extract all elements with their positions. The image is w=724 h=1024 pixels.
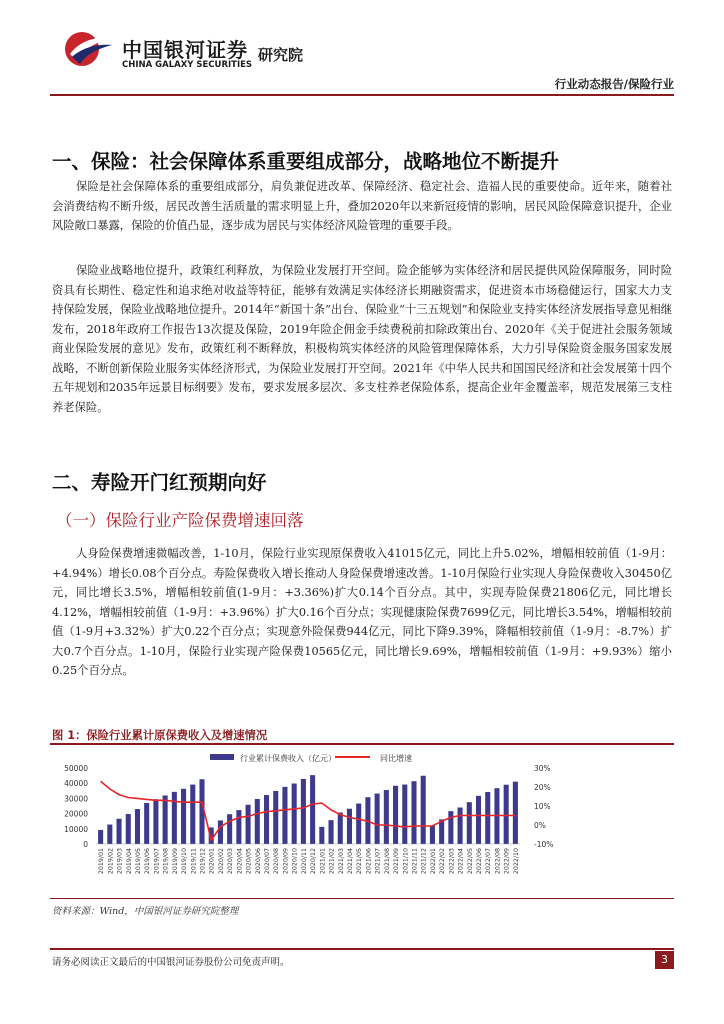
- right-tick-label: 30%: [534, 764, 551, 773]
- x-tick-label: 2022/08: [494, 848, 502, 875]
- premium-bar: [264, 795, 269, 844]
- premium-bar: [393, 786, 398, 844]
- x-tick-label: 2019/03: [116, 848, 124, 875]
- premium-bar: [273, 791, 278, 844]
- section-1-title: 一、保险：社会保障体系重要组成部分，战略地位不断提升: [52, 150, 560, 173]
- premium-bar: [255, 799, 260, 844]
- premium-bar: [163, 796, 168, 844]
- x-tick-label: 2019/11: [190, 848, 198, 875]
- premium-bar: [485, 792, 490, 844]
- left-tick-label: 20000: [64, 809, 88, 819]
- right-tick-label: 0%: [534, 821, 546, 830]
- x-tick-label: 2022/05: [466, 848, 474, 875]
- brand-name-cn: 中国银河证券: [122, 38, 248, 62]
- page-number: 3: [655, 951, 674, 969]
- premium-bar: [448, 811, 453, 844]
- premium-bar: [172, 792, 177, 844]
- x-tick-label: 2021/08: [383, 848, 391, 875]
- premium-bar: [301, 779, 306, 844]
- x-tick-label: 2022/09: [503, 848, 511, 875]
- galaxy-logo-icon: [62, 30, 114, 68]
- x-tick-label: 2019/07: [153, 848, 161, 875]
- x-tick-label: 2020/05: [245, 848, 253, 875]
- premium-bar: [282, 787, 287, 844]
- legend-swatch-bars: [210, 754, 234, 760]
- x-tick-label: 2021/06: [365, 848, 373, 875]
- premium-bar: [421, 776, 426, 844]
- chart-legend: [210, 753, 412, 763]
- x-tick-label: 2019/10: [181, 848, 189, 875]
- premium-bar: [117, 819, 122, 844]
- premium-bar: [467, 802, 472, 844]
- premium-bar: [236, 810, 241, 844]
- header-divider: [50, 94, 674, 96]
- left-tick-label: 40000: [64, 779, 88, 789]
- premium-bar: [144, 803, 149, 844]
- figure-caption: 图 1：保险行业累计原保费收入及增速情况: [52, 729, 268, 742]
- premium-bar: [181, 789, 186, 844]
- x-tick-label: 2020/11: [300, 848, 308, 875]
- legend-label-line: 同比增速: [380, 754, 412, 763]
- x-tick-label: 2022/01: [429, 848, 437, 875]
- brand-name-en: CHINA GALAXY SECURITIES: [122, 60, 253, 70]
- x-tick-label: 2019/06: [144, 848, 152, 875]
- section-2-subtitle: （一）保险行业产险保费增速回落: [56, 511, 304, 530]
- x-tick-label: 2021/09: [393, 848, 401, 875]
- section-2-title: 二、寿险开门红预期向好: [52, 471, 267, 494]
- premium-bar: [107, 825, 112, 844]
- premium-bar: [411, 781, 416, 844]
- x-tick-label: 2021/04: [346, 848, 354, 875]
- x-tick-label: 2021/03: [337, 848, 345, 875]
- x-tick-label: 2021/12: [420, 848, 428, 875]
- left-tick-label: 30000: [64, 794, 88, 804]
- x-tick-label: 2020/06: [254, 848, 262, 875]
- x-tick-label: 2020/07: [264, 848, 272, 875]
- figure-bottom-rule: [50, 898, 674, 899]
- x-tick-label: 2020/10: [291, 848, 299, 875]
- x-axis-labels: [98, 848, 520, 874]
- x-tick-label: 2020/08: [273, 848, 281, 875]
- footer-divider: [50, 948, 674, 950]
- premium-bar: [227, 814, 232, 844]
- footer-disclaimer: 请务必阅读正文最后的中国银河证券股份公司免责声明。: [52, 957, 290, 968]
- premium-bar: [430, 825, 435, 844]
- premium-bar: [504, 785, 509, 844]
- x-tick-label: 2022/04: [457, 848, 465, 875]
- x-tick-label: 2019/02: [107, 848, 115, 875]
- premium-bar: [190, 785, 195, 844]
- premium-bar: [356, 804, 361, 844]
- x-tick-label: 2021/02: [328, 848, 336, 875]
- premium-bar: [439, 819, 444, 844]
- institute-label: 研究院: [258, 46, 304, 64]
- section-1-paragraph-1: 保险是社会保障体系的重要组成部分，肩负兼促进改革、保障经济、稳定社会、造福人民的重要使命。近年来，随着社会消费结构不断升级，居民改善生活质量的需求明显上升，叠加2020年以来新冠疫情的影响，居民风险保障意识提升，企业风险敞口暴露，保险的价值凸显，逐步成为居民与实体经济风险管理的重要手段。: [52, 180, 672, 232]
- x-tick-label: 2021/01: [319, 848, 327, 875]
- premium-bar: [126, 814, 131, 844]
- x-tick-label: 2021/10: [402, 848, 410, 875]
- premium-bar: [476, 796, 481, 844]
- left-axis: [64, 764, 88, 849]
- premium-bar: [98, 830, 103, 844]
- section-2-paragraph-1: 人身险保费增速微幅改善，1-10月，保险行业实现原保费收入41015亿元，同比上升5.02%，增幅相较前值（1-9月：+4.94%）增长0.08个百分点。寿险保费收入增长推动人身险保费增速改善。1-10月保险行业实现人身险保费收入30450亿元，同比增长3.5%，增幅相较前值(1-9月：+3.36%)扩大0.14个百分点。其中，实现寿险保费21806亿元，同比增长4.12%，增幅相较前值（1-9月：+3.96%）扩大0.16个百分点；实现健康险保费7699亿元，同比增长3.54%，增幅相较前值（1-9月+3.32%）扩大0.22个百分点；实现意外险保费944亿元，同比下降9.39%，降幅相较前值（1-9月：-8.7%）扩大0.7个百分点。1-10月，保险行业实现产险保费10565亿元，同比增长9.69%，增幅相较前值（1-9月：+9.93%）缩小0.25个百分点。: [52, 547, 672, 677]
- premium-bar: [347, 809, 352, 844]
- x-tick-label: 2020/02: [217, 848, 225, 875]
- left-tick-label: 0: [83, 840, 88, 849]
- right-tick-label: -10%: [534, 840, 554, 849]
- left-tick-label: 50000: [64, 764, 88, 773]
- x-tick-label: 2019/12: [199, 848, 207, 875]
- x-tick-label: 2022/06: [476, 848, 484, 875]
- x-tick-label: 2020/04: [236, 848, 244, 875]
- x-tick-label: 2019/04: [125, 848, 133, 875]
- premium-bar: [402, 785, 407, 844]
- x-tick-label: 2022/03: [448, 848, 456, 875]
- premium-bar: [458, 808, 463, 844]
- section-1-paragraph-2: 保险业战略地位提升，政策红利释放，为保险业发展打开空间。险企能够为实体经济和居民提供风险保障服务，同时险资具有长期性、稳定性和追求绝对收益等特征，能够有效满足实体经济长期融资需求，促进资本市场稳健运行，国家大力支持保险发展，保险业战略地位提升。2014年“新国十条”出台、保险业“十三五规划”和保险业支持实体经济发展指导意见相继发布，2018年政府工作报告13次提及保险，2019年险企佣金手续费税前扣除政策出台、2020年《关于促进社会服务领域商业保险发展的意见》发布，政策红利不断释放，积极构筑实体经济的风险管理保障体系，大力引导保险资金服务国家发展战略，不断创新保险业服务实体经济形式，为保险业发展打开空间。2021年《中华人民共和国国民经济和社会发展第十四个五年规划和2035年远景目标纲要》发布，要求发展多层次、多支柱养老保险体系，提高企业年金覆盖率，规范发展第三支柱养老保险。: [52, 264, 672, 414]
- right-tick-label: 20%: [534, 783, 551, 792]
- x-tick-label: 2019/05: [134, 848, 142, 875]
- x-tick-label: 2020/03: [227, 848, 235, 875]
- x-tick-label: 2022/07: [485, 848, 493, 875]
- x-tick-label: 2020/01: [208, 848, 216, 875]
- report-tag: 行业动态报告/保险行业: [554, 77, 674, 91]
- x-tick-label: 2019/08: [162, 848, 170, 875]
- x-tick-label: 2022/02: [439, 848, 447, 875]
- premium-bar: [153, 799, 158, 844]
- premium-bar: [135, 809, 140, 844]
- x-tick-label: 2022/10: [512, 848, 520, 875]
- premium-chart: [50, 748, 674, 896]
- right-axis: [534, 764, 553, 849]
- right-tick-label: 10%: [534, 802, 551, 811]
- x-tick-label: 2021/07: [374, 848, 382, 875]
- premium-bar: [384, 790, 389, 844]
- x-tick-label: 2019/09: [171, 848, 179, 875]
- premium-bar: [319, 827, 324, 844]
- left-tick-label: 10000: [64, 824, 88, 834]
- premium-bar: [292, 784, 297, 844]
- premium-bar: [246, 805, 251, 844]
- figure-top-rule: [50, 743, 674, 745]
- premium-bar: [375, 794, 380, 844]
- figure-source: 资料来源：Wind，中国银河证券研究院整理: [52, 906, 239, 917]
- x-tick-label: 2020/12: [310, 848, 318, 875]
- x-tick-label: 2019/01: [98, 848, 106, 875]
- bar-series: [96, 775, 520, 844]
- legend-label-bars: 行业累计保费收入（亿元）: [240, 754, 336, 763]
- premium-bar: [329, 820, 334, 844]
- x-tick-label: 2020/09: [282, 848, 290, 875]
- premium-bar: [513, 782, 518, 844]
- premium-bar: [218, 820, 223, 844]
- premium-bar: [338, 813, 343, 844]
- x-tick-label: 2021/05: [356, 848, 364, 875]
- premium-bar: [310, 775, 315, 844]
- x-tick-label: 2021/11: [411, 848, 419, 875]
